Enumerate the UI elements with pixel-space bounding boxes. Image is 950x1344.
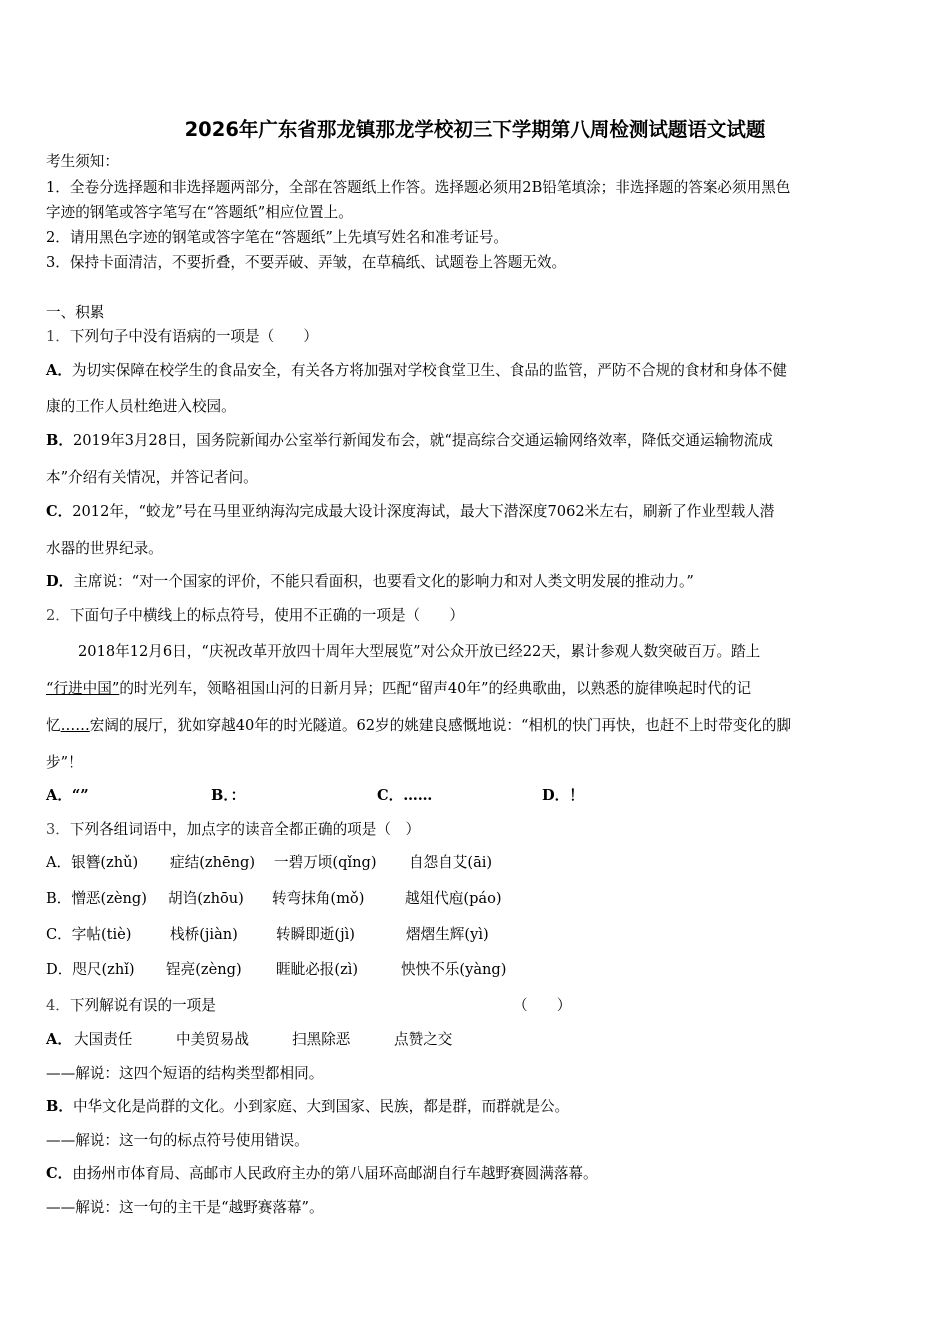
passage-line xyxy=(46,716,791,736)
option-text: 为切实保障在校学生的食品安全，有关各方将加强对学校食堂卫生、食品的监管，严防不合规的食材和身体不健 xyxy=(71,362,788,379)
passage-line: 步”！ xyxy=(46,754,83,771)
question-text: 下列解说有误的一项是 xyxy=(69,997,216,1014)
option-label: A． xyxy=(46,1031,72,1048)
option-c-word: 转瞬即逝(jì) xyxy=(276,926,355,943)
option-a-word: 症结(zhēng) xyxy=(170,854,256,871)
notice-heading: 考生须知： xyxy=(46,153,119,170)
phrase: 大国责任 xyxy=(74,1031,133,1048)
question-number: 2． xyxy=(46,607,70,624)
option-d-word: D．咫尺(zhǐ) xyxy=(46,961,135,978)
option-c-word: 栈桥(jiàn) xyxy=(170,926,238,943)
option-a: A．“” xyxy=(46,787,89,804)
option-d-word: 睚眦必报(zì) xyxy=(276,961,359,978)
question-text: 下面句子中横线上的标点符号，使用不正确的一项是（ ） xyxy=(69,607,464,624)
option-label: C． xyxy=(46,503,73,520)
notice-item: 字迹的钢笔或答字笔写在“答题纸”相应位置上。 xyxy=(46,204,353,221)
underlined-text: …… xyxy=(60,717,90,734)
notice-item: 1．全卷分选择题和非选择题两部分，全部在答题纸上作答。选择题必须用2B铅笔填涂；非选择题的答案必须用黑色 xyxy=(46,179,791,196)
option-c-word: 熠熠生辉(yì) xyxy=(406,926,489,943)
question-1-stem xyxy=(46,327,318,347)
explanation: ——解说：这一句的主干是“越野赛落幕”。 xyxy=(46,1199,324,1216)
section-heading: 一、积累 xyxy=(46,304,105,321)
passage-text: 忆 xyxy=(46,717,61,734)
option-a-word: A．银簪(zhǔ) xyxy=(46,854,139,871)
option-text: 2012年，“蛟龙”号在马里亚纳海沟完成最大设计深度海试，最大下潜深度7062米左右，刷新了作业型载人潜 xyxy=(72,503,775,520)
option-c: C．…… xyxy=(377,787,433,804)
question-number: 3． xyxy=(46,821,70,838)
option-a-cont: 康的工作人员杜绝进入校园。 xyxy=(46,398,236,415)
option-c-line xyxy=(46,502,774,522)
passage-line: 2018年12月6日，“庆祝改革开放四十周年大型展览”对公众开放已经22天，累计参观人数突破百万。踏上 xyxy=(78,643,761,660)
passage-line xyxy=(46,679,751,699)
passage-text: 宏阔的展厅，犹如穿越40年的时光隧道。62岁的姚建良感慨地说：“相机的快门再快，也赶不上时带变化的脚 xyxy=(89,717,792,734)
option-text: 中华文化是尚群的文化。小到家庭、大到国家、民族，都是群，而群就是公。 xyxy=(72,1098,570,1115)
notice-item: 3．保持卡面清洁，不要折叠，不要弄破、弄皱，在草稿纸、试题卷上答题无效。 xyxy=(46,254,567,271)
question-number: 1． xyxy=(46,328,70,345)
option-text: 2019年3月28日，国务院新闻办公室举行新闻发布会，就“提高综合交通运输网络效率，降低交通运输物流成 xyxy=(72,432,773,449)
option-d-word: 怏怏不乐(yàng) xyxy=(401,961,507,978)
option-d-word: 锃亮(zèng) xyxy=(166,961,242,978)
option-a-line xyxy=(46,361,787,381)
question-text: 下列各组词语中，加点字的读音全都正确的项是（ ） xyxy=(69,821,421,838)
option-c-line xyxy=(46,1164,598,1184)
option-b: B．： xyxy=(211,787,246,804)
option-a-word: 一碧万顷(qǐng) xyxy=(274,854,377,871)
question-number: 4． xyxy=(46,997,70,1014)
answer-paren: （ ） xyxy=(513,997,572,1014)
option-text: 由扬州市体育局、高邮市人民政府主办的第八届环高邮湖自行车越野赛圆满落幕。 xyxy=(72,1165,598,1182)
option-b-word: 越俎代庖(páo) xyxy=(405,890,502,907)
explanation: ——解说：这一句的标点符号使用错误。 xyxy=(46,1132,309,1149)
option-a-word: 自怨自艾(āi) xyxy=(409,854,493,871)
option-label: A． xyxy=(46,362,72,379)
option-c-word: C．字帖(tiè) xyxy=(46,926,132,943)
option-b-line xyxy=(46,431,773,451)
question-2-stem xyxy=(46,606,464,626)
option-text: 主席说：“对一个国家的评价，不能只看面积，也要看文化的影响力和对人类文明发展的推动力。” xyxy=(73,573,694,590)
notice-item: 2．请用黑色字迹的钢笔或答字笔在“答题纸”上先填写姓名和准考证号。 xyxy=(46,229,509,246)
option-b-line xyxy=(46,1097,569,1117)
option-b-word: 胡诌(zhōu) xyxy=(168,890,244,907)
option-b-word: B．憎恶(zèng) xyxy=(46,890,147,907)
phrase: 点赞之交 xyxy=(394,1031,453,1048)
option-b-word: 转弯抹角(mǒ) xyxy=(272,890,365,907)
question-text: 下列句子中没有语病的一项是（ ） xyxy=(69,328,318,345)
option-c-cont: 水器的世界纪录。 xyxy=(46,540,163,557)
option-label: B． xyxy=(46,432,73,449)
explanation: ——解说：这四个短语的结构类型都相同。 xyxy=(46,1065,324,1082)
option-b-cont: 本”介绍有关情况，并答记者问。 xyxy=(46,469,258,486)
phrase: 中美贸易战 xyxy=(176,1031,249,1048)
option-d-line xyxy=(46,572,694,592)
page-title: 2026年广东省那龙镇那龙学校初三下学期第八周检测试题语文试题 xyxy=(184,118,766,141)
option-label: C． xyxy=(46,1165,73,1182)
phrase: 扫黑除恶 xyxy=(292,1031,351,1048)
underlined-text: “行进中国” xyxy=(46,680,120,697)
question-3-stem xyxy=(46,820,420,840)
option-d: D．！ xyxy=(542,787,584,804)
passage-text: 的时光列车，领略祖国山河的日新月异；匹配“留声40年”的经典歌曲，以熟悉的旋律唤起时代的记 xyxy=(119,680,752,697)
question-4-stem xyxy=(46,996,216,1016)
option-label: D． xyxy=(46,573,74,590)
option-label: B． xyxy=(46,1098,73,1115)
